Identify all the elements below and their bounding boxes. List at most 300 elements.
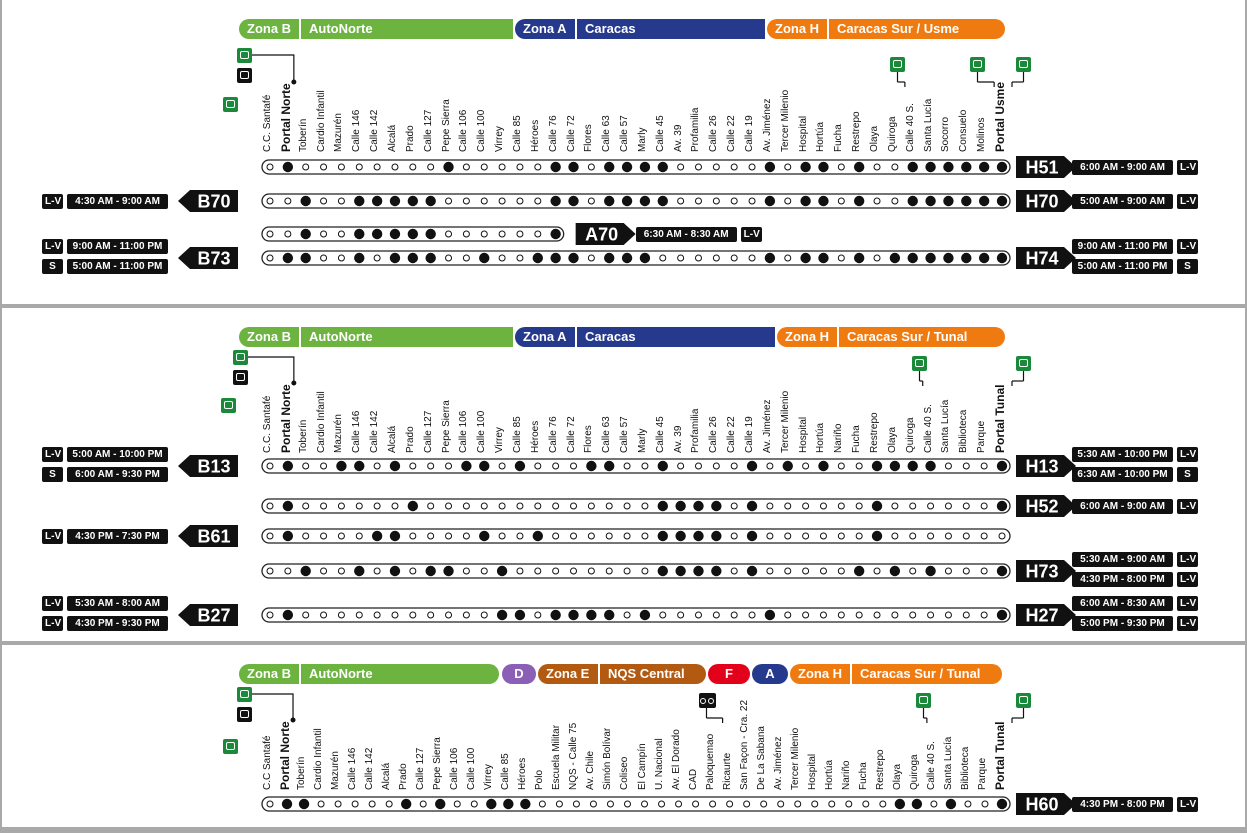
skip-marker (678, 255, 684, 261)
feeder-bus-icon (237, 48, 252, 63)
skip-marker (963, 568, 969, 574)
station-label: Calle 22 (726, 115, 738, 152)
skip-marker (481, 568, 487, 574)
skip-marker (874, 612, 880, 618)
skip-marker (785, 612, 791, 618)
stop-marker (283, 253, 293, 263)
skip-marker (428, 533, 434, 539)
skip-marker (795, 801, 801, 807)
skip-marker (642, 801, 648, 807)
stop-marker (604, 610, 614, 620)
station-label: Héroes (517, 757, 529, 790)
zone-code: Zona B (247, 666, 292, 681)
station-label: Restrepo (869, 412, 881, 453)
bus-glyph (236, 353, 245, 361)
station-label: Simón Bolívar (602, 727, 614, 790)
zone-name: Caracas Sur / Usme (837, 21, 960, 36)
skip-marker (338, 533, 344, 539)
station-label: Calle 72 (565, 115, 577, 152)
station-label: Profamilia (690, 107, 702, 152)
route-code[interactable]: B70 (197, 191, 231, 212)
skip-marker (285, 231, 291, 237)
stop-marker (908, 253, 918, 263)
skip-marker (321, 503, 327, 509)
skip-marker (267, 231, 273, 237)
feeder-bus-icon (223, 739, 238, 754)
bus-glyph (240, 51, 249, 59)
stop-marker (997, 799, 1007, 809)
skip-marker (928, 503, 934, 509)
station-label: Portal Norte (278, 384, 293, 453)
stop-marker (946, 799, 956, 809)
stop-marker (479, 253, 489, 263)
station-label: CAD (687, 768, 699, 790)
station-label: Av. Jiménez (772, 736, 784, 790)
skip-marker (874, 198, 880, 204)
stop-marker (943, 253, 953, 263)
stop-marker (354, 229, 364, 239)
skip-marker (713, 198, 719, 204)
route-code[interactable]: H70 (1025, 191, 1059, 212)
skip-marker (963, 463, 969, 469)
skip-marker (463, 568, 469, 574)
station-label: Portal Tunal (993, 721, 1007, 790)
stop-marker (435, 799, 445, 809)
skip-marker (965, 801, 971, 807)
skip-marker (517, 231, 523, 237)
skip-marker (321, 198, 327, 204)
stop-marker (533, 531, 543, 541)
skip-marker (535, 568, 541, 574)
stop-marker (997, 566, 1007, 576)
schedule-hours: 6:00 AM - 8:30 AM (1072, 596, 1173, 611)
stop-marker (586, 461, 596, 471)
station-label: Calle 19 (744, 416, 756, 453)
schedule-days: S (1177, 467, 1198, 482)
schedule-hours: 5:00 AM - 11:00 PM (1072, 259, 1173, 274)
stop-marker (747, 566, 757, 576)
skip-marker (710, 801, 716, 807)
stop-marker (912, 799, 922, 809)
schedule-days: L-V (1177, 447, 1198, 462)
stop-marker (408, 253, 418, 263)
stop-marker (783, 461, 793, 471)
stop-marker (854, 253, 864, 263)
skip-marker (767, 463, 773, 469)
skip-marker (338, 198, 344, 204)
feeder-bus-icon (237, 687, 252, 702)
route-code[interactable]: B27 (197, 605, 231, 626)
skip-marker (607, 801, 613, 807)
stop-marker (443, 566, 453, 576)
skip-marker (695, 164, 701, 170)
skip-marker (374, 503, 380, 509)
station-label: San Façon - Cra. 22 (738, 699, 750, 790)
station-label: Calle 72 (565, 416, 577, 453)
stop-marker (925, 162, 935, 172)
station-label: Flores (583, 425, 595, 453)
station-label: El Campín (636, 743, 648, 790)
station-label: Virrey (494, 427, 506, 453)
stop-marker (997, 610, 1007, 620)
station-label: Héroes (529, 119, 541, 152)
skip-marker (410, 612, 416, 618)
stop-marker (658, 501, 668, 511)
skip-marker (463, 503, 469, 509)
skip-marker (428, 164, 434, 170)
station-label: Calle 57 (619, 115, 631, 152)
skip-marker (517, 164, 523, 170)
station-label: Portal Norte (278, 83, 293, 152)
skip-marker (499, 164, 505, 170)
route-code[interactable]: H51 (1025, 157, 1059, 178)
stop-marker (282, 799, 292, 809)
stop-marker (372, 229, 382, 239)
stop-marker (693, 531, 703, 541)
stop-marker (711, 566, 721, 576)
skip-marker (642, 568, 648, 574)
skip-marker (624, 533, 630, 539)
station-label: Héroes (529, 420, 541, 453)
route-code[interactable]: B61 (197, 526, 231, 547)
schedule-hours: 6:00 AM - 9:00 AM (1072, 160, 1173, 175)
stop-marker (408, 229, 418, 239)
schedule-days: L-V (1177, 572, 1198, 587)
route-code[interactable]: H74 (1025, 248, 1059, 269)
station-label: Santa Lucía (942, 736, 954, 790)
station-label: Ricaurte (721, 752, 733, 790)
skip-marker (588, 503, 594, 509)
station-label: Paloquemao (704, 733, 716, 790)
stop-marker (408, 196, 418, 206)
station-label: Cardio Infantil (313, 728, 325, 790)
stop-marker (979, 253, 989, 263)
skip-marker (588, 198, 594, 204)
skip-marker (803, 463, 809, 469)
skip-marker (981, 503, 987, 509)
zone-code: A (765, 666, 775, 681)
skip-marker (303, 612, 309, 618)
feeder-bus-icon (916, 693, 931, 708)
skip-marker (571, 463, 577, 469)
stop-marker (479, 531, 489, 541)
route-code[interactable]: H60 (1025, 794, 1059, 815)
skip-marker (428, 503, 434, 509)
stop-marker (693, 566, 703, 576)
station-label: Hortúa (815, 422, 827, 453)
skip-marker (731, 568, 737, 574)
skip-marker (624, 612, 630, 618)
stop-marker (961, 196, 971, 206)
station-label: Hortúa (823, 759, 835, 790)
skip-marker (321, 255, 327, 261)
skip-marker (999, 533, 1005, 539)
schedule-hours: 5:00 AM - 11:00 PM (67, 259, 168, 274)
zone-name: AutoNorte (309, 666, 373, 681)
station-label: Parque (976, 420, 988, 453)
stop-marker (997, 196, 1007, 206)
station-label: Portal Tunal (993, 384, 1007, 453)
stop-marker (301, 229, 311, 239)
skip-marker (749, 164, 755, 170)
skip-marker (838, 568, 844, 574)
stop-marker (800, 196, 810, 206)
skip-marker (374, 255, 380, 261)
station-label: Virrey (483, 764, 495, 790)
skip-marker (963, 612, 969, 618)
bus-glyph (1019, 359, 1028, 367)
station-label: Calle 146 (351, 410, 363, 453)
bus-glyph (226, 100, 235, 108)
stop-marker (401, 799, 411, 809)
schedule-days: L-V (1177, 160, 1198, 175)
skip-marker (588, 164, 594, 170)
schedule-hours: 4:30 PM - 8:00 PM (1072, 797, 1173, 812)
skip-marker (535, 198, 541, 204)
zone-code: Zona B (247, 21, 292, 36)
station-label: Quiroga (908, 754, 920, 790)
station-label: Hospital (797, 416, 809, 453)
skip-marker (981, 533, 987, 539)
route-code[interactable]: H52 (1025, 496, 1059, 517)
stop-marker (765, 162, 775, 172)
station-label: Fucha (833, 124, 845, 152)
skip-marker (642, 503, 648, 509)
stop-marker (425, 196, 435, 206)
stop-marker (486, 799, 496, 809)
skip-marker (410, 463, 416, 469)
skip-marker (446, 612, 452, 618)
skip-marker (392, 164, 398, 170)
skip-marker (731, 164, 737, 170)
stop-marker (550, 253, 560, 263)
skip-marker (803, 568, 809, 574)
schedule-hours: 5:00 PM - 9:30 PM (1072, 616, 1173, 631)
route-code[interactable]: B13 (197, 456, 231, 477)
skip-marker (539, 801, 545, 807)
station-label: Consuelo (958, 109, 970, 152)
station-label: Calle 63 (601, 416, 613, 453)
skip-marker (374, 164, 380, 170)
zone-code: Zona B (247, 329, 292, 344)
stop-marker (604, 253, 614, 263)
skip-marker (660, 255, 666, 261)
station-label: Hortúa (815, 121, 827, 152)
route-panel (2, 308, 1245, 641)
skip-marker (446, 503, 452, 509)
skip-marker (785, 533, 791, 539)
stop-marker (443, 162, 453, 172)
stop-marker (533, 253, 543, 263)
skip-marker (731, 612, 737, 618)
skip-marker (369, 801, 375, 807)
skip-marker (481, 503, 487, 509)
stop-marker (604, 162, 614, 172)
skip-marker (356, 533, 362, 539)
station-label: Nariño (833, 423, 845, 453)
stop-marker (622, 196, 632, 206)
skip-marker (693, 801, 699, 807)
station-label: Calle 146 (347, 747, 359, 790)
stop-marker (658, 566, 668, 576)
skip-marker (838, 463, 844, 469)
skip-marker (267, 801, 273, 807)
stop-marker (604, 196, 614, 206)
schedule-days: L-V (42, 447, 63, 462)
stop-marker (747, 501, 757, 511)
stop-marker (818, 196, 828, 206)
skip-marker (892, 503, 898, 509)
station-label: Pepe Sierra (440, 400, 452, 453)
route-code[interactable]: H13 (1025, 456, 1059, 477)
stop-marker (854, 162, 864, 172)
skip-marker (392, 503, 398, 509)
stop-marker (283, 531, 293, 541)
skip-marker (338, 612, 344, 618)
skip-marker (910, 612, 916, 618)
station-label: Calle 45 (654, 416, 666, 453)
schedule-days: L-V (42, 194, 63, 209)
station-label: Biblioteca (958, 409, 970, 453)
stop-marker (390, 461, 400, 471)
skip-marker (446, 231, 452, 237)
skip-marker (660, 612, 666, 618)
skip-marker (285, 198, 291, 204)
skip-marker (321, 568, 327, 574)
skip-marker (820, 503, 826, 509)
skip-marker (856, 533, 862, 539)
skip-marker (695, 463, 701, 469)
route-code[interactable]: H73 (1025, 561, 1059, 582)
skip-marker (535, 231, 541, 237)
stop-marker (550, 162, 560, 172)
skip-marker (318, 801, 324, 807)
skip-marker (321, 231, 327, 237)
station-label: C.C. Santafé (262, 395, 273, 453)
skip-marker (785, 568, 791, 574)
stop-marker (872, 461, 882, 471)
skip-marker (463, 164, 469, 170)
skip-marker (767, 533, 773, 539)
zone-code: Zona H (785, 329, 830, 344)
zone-name: Caracas (585, 329, 636, 344)
stop-marker (461, 461, 471, 471)
stop-marker (622, 162, 632, 172)
stop-marker (908, 162, 918, 172)
zone-code: Zona H (775, 21, 820, 36)
route-code[interactable]: H27 (1025, 605, 1059, 626)
stop-marker (604, 461, 614, 471)
stop-marker (640, 196, 650, 206)
stop-marker (961, 253, 971, 263)
station-label: C.C Santafé (262, 735, 273, 790)
schedule-days: L-V (42, 616, 63, 631)
station-label: Virrey (494, 126, 506, 152)
station-label: Calle 22 (726, 416, 738, 453)
skip-marker (338, 568, 344, 574)
skip-marker (931, 801, 937, 807)
skip-marker (963, 533, 969, 539)
stop-marker (890, 253, 900, 263)
bus-glyph (236, 373, 245, 381)
stop-marker (520, 799, 530, 809)
station-label: Calle 127 (422, 410, 434, 453)
stop-marker (675, 531, 685, 541)
stop-marker (872, 531, 882, 541)
skip-marker (517, 568, 523, 574)
stop-marker (658, 461, 668, 471)
skip-marker (338, 231, 344, 237)
skip-marker (838, 503, 844, 509)
zone-code: Zona A (523, 329, 567, 344)
stop-marker (622, 253, 632, 263)
route-code[interactable]: A70 (585, 224, 619, 245)
zone-code: Zona A (523, 21, 567, 36)
skip-marker (945, 463, 951, 469)
skip-marker (880, 801, 886, 807)
skip-marker (945, 612, 951, 618)
station-label: Polo (534, 769, 546, 790)
schedule-days: S (42, 467, 63, 482)
stop-marker (658, 196, 668, 206)
schedule-hours: 6:30 AM - 10:00 PM (1072, 467, 1173, 482)
skip-marker (463, 198, 469, 204)
stop-marker (283, 501, 293, 511)
stop-marker (283, 610, 293, 620)
schedule-hours: 4:30 PM - 7:30 PM (67, 529, 168, 544)
station-label: Calle 40 S. (904, 103, 916, 152)
station-label: Santa Lucía (922, 98, 934, 152)
stop-marker (425, 229, 435, 239)
stop-marker (640, 162, 650, 172)
skip-marker (928, 612, 934, 618)
stop-marker (515, 610, 525, 620)
schedule-hours: 6:00 AM - 9:00 AM (1072, 499, 1173, 514)
skip-marker (481, 612, 487, 618)
skip-marker (981, 463, 987, 469)
stop-marker (943, 162, 953, 172)
skip-marker (820, 568, 826, 574)
stop-marker (372, 531, 382, 541)
stop-marker (997, 162, 1007, 172)
station-label: Av. 39 (672, 425, 684, 453)
route-code[interactable]: B73 (197, 248, 231, 269)
station-label: Calle 85 (500, 753, 512, 790)
station-label: Av. Jiménez (761, 399, 773, 453)
skip-marker (678, 164, 684, 170)
schedule-days: L-V (1177, 616, 1198, 631)
stop-marker (283, 461, 293, 471)
station-label: Prado (398, 763, 410, 790)
station-label: Calle 76 (547, 115, 559, 152)
skip-marker (338, 503, 344, 509)
station-label: Molinos (976, 117, 988, 152)
station-label: Calle 26 (708, 115, 720, 152)
skip-marker (517, 198, 523, 204)
skip-marker (374, 463, 380, 469)
station-label: Parque (976, 757, 988, 790)
skip-marker (481, 231, 487, 237)
skip-marker (267, 612, 273, 618)
skip-marker (267, 164, 273, 170)
schedule-days: S (42, 259, 63, 274)
stop-marker (925, 566, 935, 576)
skip-marker (838, 255, 844, 261)
stop-marker (895, 799, 905, 809)
feeder-bus-icon (223, 97, 238, 112)
station-label: Av. Chile (585, 750, 597, 790)
skip-marker (499, 255, 505, 261)
